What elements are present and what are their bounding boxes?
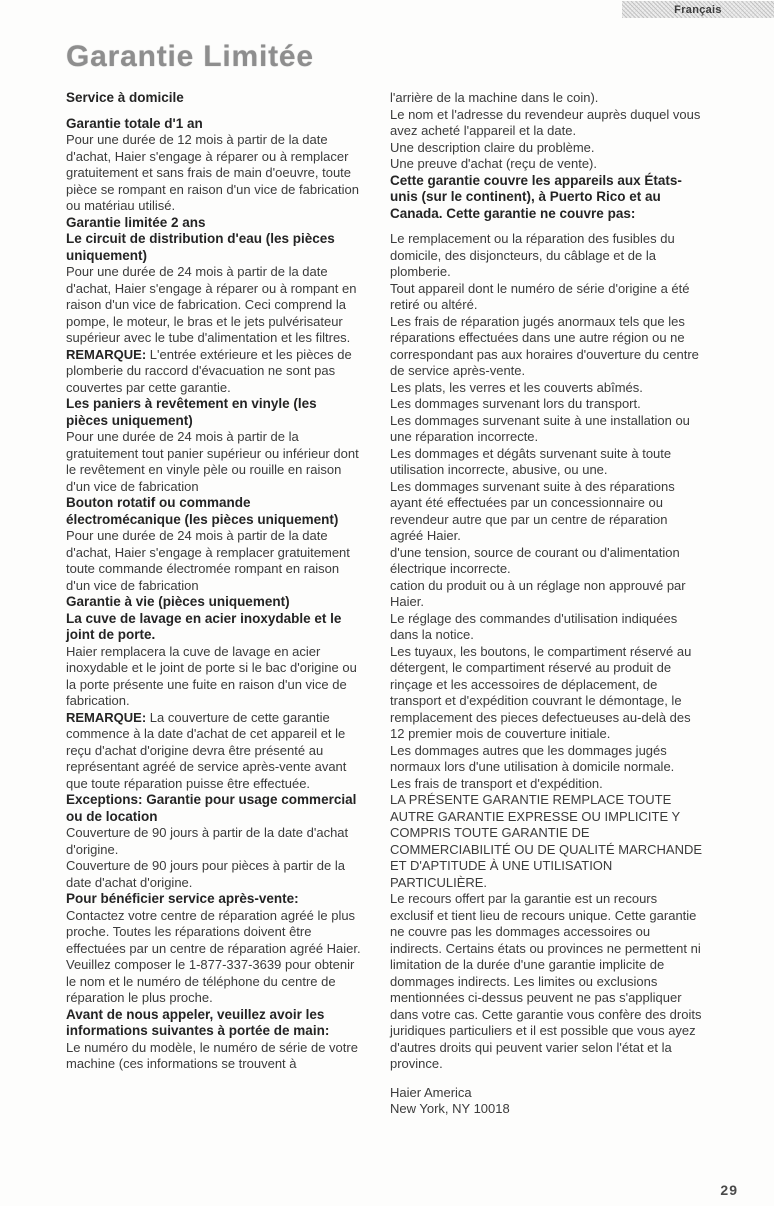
paragraph: Pour une durée de 24 mois à partir de la date d'achat, Haier s'engage à remplacer gratuitement toute commande électromée rompant en raison d'un vice de fabrication — [66, 528, 350, 593]
publisher-address: New York, NY 10018 — [390, 1100, 510, 1116]
section-heading: La cuve de lavage en acier inoxydable et le joint de porte. — [66, 610, 342, 642]
paragraph: Le nom et l'adresse du revendeur auprès duquel vous avez acheté l'appareil et la date. — [390, 106, 701, 138]
language-tab — [622, 1, 774, 18]
paragraph: d'une tension, source de courant ou d'alimentation électrique incorrecte. — [390, 544, 680, 576]
section-heading: Bouton rotatif ou commande électromécanique (les pièces uniquement) — [66, 495, 339, 527]
paragraph: Les dommages survenant lors du transport. — [390, 396, 641, 411]
section-heading: Cette garantie couvre les appareils aux États-unis (sur le continent), à Puerto Rico et au Canada. Cette garantie ne couvre pas: — [390, 172, 682, 221]
section-heading: Garantie limitée 2 ans — [66, 214, 206, 230]
paragraph: Les frais de transport et d'expédition. — [390, 775, 603, 791]
page-title: Garantie Limitée — [66, 40, 314, 73]
paragraph: Les dommages autres que les dommages jugés normaux lors d'une utilisation à domicile normale. — [390, 742, 675, 774]
section-heading: Garantie totale d'1 an — [66, 115, 203, 131]
note-paragraph: REMARQUE: L'entrée extérieure et les pièces de plomberie du raccord d'évacuation ne sont pas couvertes par cette garantie. — [66, 346, 352, 395]
section-heading: Service à domicile — [66, 90, 184, 105]
publisher-name: Haier America — [390, 1084, 472, 1100]
section-heading: Garantie à vie (pièces uniquement) — [66, 594, 290, 609]
paragraph: Couverture de 90 jours à partir de la date d'achat d'origine. — [66, 825, 349, 857]
paragraph: Les tuyaux, les boutons, le compartiment réservé au détergent, le compartiment réservé au produit de rinçage et les accessoires de déplacement, de transport et d'expédition couvrant le démontage, le remplacement des pieces defectueuses au-delà des 12 premier mois de couverture initiale. — [390, 643, 692, 741]
note-paragraph: REMARQUE: La couverture de cette garantie commence à la date d'achat de cet appareil et le reçu d'achat d'origine devra être présenté au représentant agréé de service après-vente avant que toute réparation puisse être effectuée. — [66, 709, 347, 791]
note-lead: REMARQUE: — [66, 709, 147, 725]
paragraph: Une description claire du problème. — [390, 139, 595, 155]
section-heading: Les paniers à revêtement en vinyle (les pièces uniquement) — [66, 396, 317, 428]
paragraph: Les dommages et dégâts survenant suite à toute utilisation incorrecte, abusive, ou une. — [390, 445, 672, 477]
section-heading: Le circuit de distribution d'eau (les pièces uniquement) — [66, 231, 335, 263]
note-lead: REMARQUE: — [66, 346, 147, 362]
paragraph: Les dommages survenant suite à une installation ou une réparation incorrecte. — [390, 412, 690, 444]
publisher-info — [390, 1085, 704, 1117]
paragraph: Les plats, les verres et les couverts abîmés. — [390, 379, 643, 395]
paragraph: Tout appareil dont le numéro de série d'origine a été retiré ou altéré. — [390, 280, 690, 312]
paragraph: Le numéro du modèle, le numéro de série de votre machine (ces informations se trouvent à — [66, 1039, 358, 1071]
paragraph: Pour une durée de 24 mois à partir de la date d'achat, Haier s'engage à réparer ou à rompant en raison d'un vice de fabrication. Ceci comprend la pompe, le moteur, le bras et le jets pulvérisateur supérieur avec le tube d'alimentation et les filtres. — [66, 264, 357, 345]
left-column — [66, 90, 362, 1117]
paragraph: Pour une durée de 24 mois à partir de la gratuitement tout panier supérieur ou inférieur dont le revêtement en vinyle pèle ou rouille en raison d'un vice de fabrication — [66, 429, 359, 494]
language-tab-label: Français — [674, 3, 722, 16]
section-heading: Exceptions: Garantie pour usage commercial ou de location — [66, 792, 357, 824]
paragraph: Le recours offert par la garantie est un recours exclusif et tient lieu de recours unique. Cette garantie ne couvre pas les dommages accessoires ou indirects. Certains états ou provinces ne permettent ni limitation de la durée d'une garantie implicite de dommages indirects. Les limites ou exclusions mentionnées ci-dessus peuvent ne pas s'appliquer dans votre cas. Cette garantie vous confère des droits juridiques particuliers et il est possible que vous ayez d'autres droits qui peuvent varier selon l'état et la province. — [390, 891, 702, 1071]
two-column-layout — [0, 90, 774, 1117]
paragraph: Le remplacement ou la réparation des fusibles du domicile, des disjoncteurs, du câblage et de la plomberie. — [390, 231, 675, 279]
section-heading: Pour bénéficier service après-vente: — [66, 891, 299, 906]
paragraph: Couverture de 90 jours pour pièces à partir de la date d'achat d'origine. — [66, 858, 345, 890]
paragraph: Une preuve d'achat (reçu de vente). — [390, 156, 597, 171]
right-column-blocks — [390, 90, 704, 1073]
paragraph: Les dommages survenant suite à des réparations ayant été effectuées par un concessionnaire ou revendeur autre que par un centre de réparation agréé Haier. — [390, 478, 675, 543]
section-heading: Avant de nous appeler, veuillez avoir les informations suivantes à portée de main: — [66, 1006, 330, 1038]
right-column — [390, 90, 704, 1117]
left-column-blocks — [66, 90, 362, 1073]
paragraph: LA PRÉSENTE GARANTIE REMPLACE TOUTE AUTRE GARANTIE EXPRESSE OU IMPLICITE Y COMPRIS TOUTE GARANTIE DE COMMERCIABILITÉ OU DE QUALITÉ MARCHANDE ET D'APTITUDE À UNE UTILISATION PARTICULIÈRE. — [390, 792, 703, 890]
paragraph: cation du produit ou à un réglage non approuvé par Haier. — [390, 577, 686, 609]
paragraph: Pour une durée de 12 mois à partir de la date d'achat, Haier s'engage à réparer ou à remplacer gratuitement et sans frais de main d'oeuvre, toute pièce se rompant en raison d'un vice de fabrication ou matériau utilisé. — [66, 132, 359, 213]
paragraph: Haier remplacera la cuve de lavage en acier inoxydable et le joint de porte si le bac d'origine ou la porte présente une fuite en raison d'un vice de fabrication. — [66, 643, 357, 708]
paragraph: l'arrière de la machine dans le coin). — [390, 90, 599, 105]
paragraph: Les frais de réparation jugés anormaux tels que les réparations effectuées dans une autre région ou ne correspondant pas aux horaires d'ouverture du centre de service après-vente. — [390, 313, 699, 378]
page-number: 29 — [720, 1182, 738, 1198]
paragraph: Le réglage des commandes d'utilisation indiquées dans la notice. — [390, 610, 678, 642]
paragraph: Contactez votre centre de réparation agréé le plus proche. Toutes les réparations doivent être effectuées par un centre de réparation agréé Haier. Veuillez composer le 1-877-337-3639 pour obtenir le nom et le numéro de téléphone du centre de réparation le plus proche. — [66, 907, 361, 1005]
